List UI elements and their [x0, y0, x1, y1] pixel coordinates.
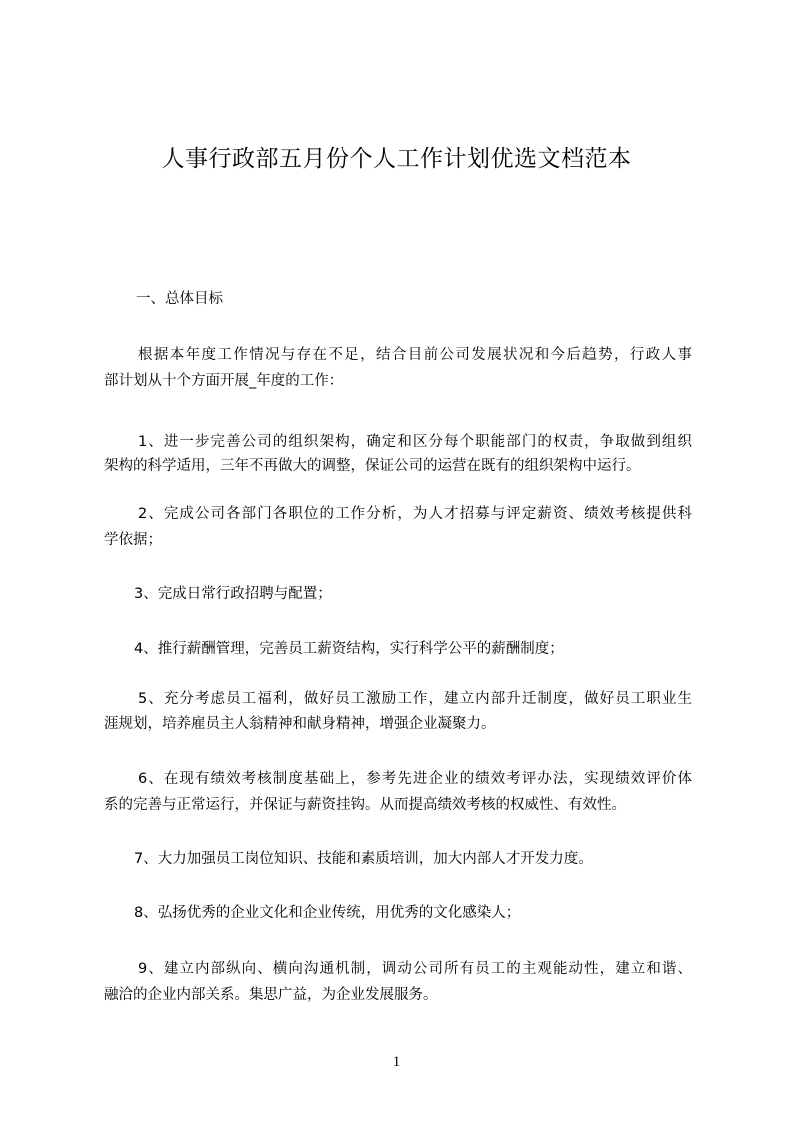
paragraph-line: 学依据； [104, 532, 162, 548]
page-number: 1 [392, 1054, 401, 1070]
paragraph-line: 4、推行薪酬管理，完善员工薪资结构，实行科学公平的薪酬制度； [134, 641, 564, 657]
paragraph-line: 5、充分考虑员工福利，做好员工激励工作，建立内部升迁制度，做好员工职业生 [138, 691, 692, 707]
paragraph-line: 2、完成公司各部门各职位的工作分析，为人才招募与评定薪资、绩效考核提供科 [138, 506, 692, 522]
section-heading: 一、总体目标 [136, 291, 223, 307]
paragraph-line: 架构的科学适用，三年不再做大的调整，保证公司的运营在既有的组织架构中运行。 [104, 458, 641, 474]
paragraph-line: 1、进一步完善公司的组织架构，确定和区分每个职能部门的权责，争取做到组织 [138, 434, 692, 450]
paragraph-line: 7、大力加强员工岗位知识、技能和素质培训，加大内部人才开发力度。 [134, 851, 593, 867]
paragraph-line: 3、完成日常行政招聘与配置； [134, 586, 332, 602]
paragraph-line: 9、建立内部纵向、横向沟通机制，调动公司所有员工的主观能动性，建立和谐、 [138, 961, 692, 977]
paragraph-line: 6、在现有绩效考核制度基础上，参考先进企业的绩效考评办法，实现绩效评价体 [138, 771, 692, 787]
paragraph-line: 部计划从十个方面开展_年度的工作： [104, 373, 344, 389]
paragraph-line: 根据本年度工作情况与存在不足，结合目前公司发展状况和今后趋势，行政人事 [138, 347, 692, 363]
paragraph-line: 8、弘扬优秀的企业文化和企业传统，用优秀的文化感染人； [134, 905, 521, 921]
paragraph-line: 融洽的企业内部关系。集思广益，为企业发展服务。 [104, 987, 438, 1003]
paragraph-line: 系的完善与正常运行，并保证与薪资挂钩。从而提高绩效考核的权威性、有效性。 [104, 797, 626, 813]
paragraph-line: 涯规划，培养雇员主人翁精神和献身精神，增强企业凝聚力。 [104, 716, 496, 732]
document-title: 人事行政部五月份个人工作计划优选文档范本 [161, 146, 632, 172]
